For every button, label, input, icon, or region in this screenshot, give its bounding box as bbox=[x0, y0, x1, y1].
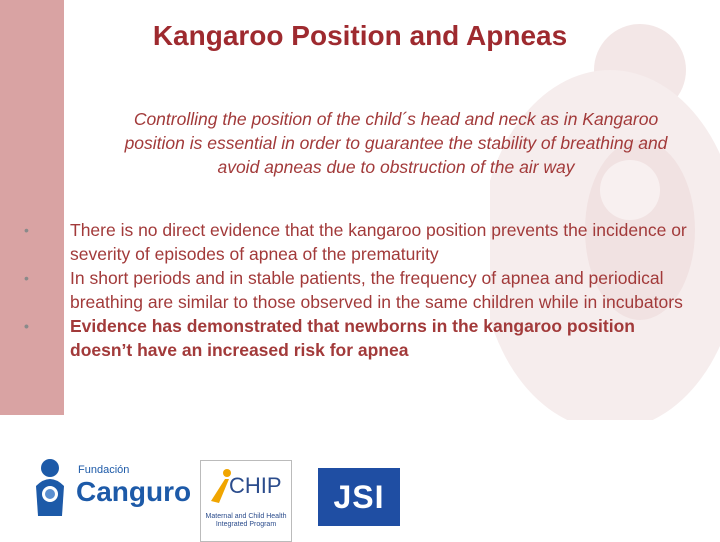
bullet-text: There is no direct evidence that the kangaroo position prevents the incidence or severity of episodes of apnea of the prematurity bbox=[70, 220, 687, 264]
fundacion-canguro-logo bbox=[28, 456, 192, 518]
bullet-text: Evidence has demonstrated that newborns in the kangaroo position doesn’t have an increased risk for apnea bbox=[70, 316, 635, 360]
chip-text: CHIP bbox=[229, 473, 282, 498]
logo-row bbox=[0, 448, 720, 540]
intro-paragraph: Controlling the position of the child´s head and neck as in Kangaroo position is essential in order to guarantee the stability of breathing and avoid apneas due to obstruction of the air way bbox=[124, 109, 668, 177]
canguro-small-text: Fundación bbox=[78, 464, 130, 476]
bullet-dot: • bbox=[24, 222, 29, 238]
bullet-text: In short periods and in stable patients, the frequency of apnea and periodical breathing are similar to those observed in the same children while in incubators bbox=[70, 268, 683, 312]
jsi-logo bbox=[318, 468, 400, 526]
bullet-dot: • bbox=[24, 318, 29, 334]
mchip-logo bbox=[200, 460, 292, 542]
canguro-big-text: Canguro bbox=[76, 476, 192, 507]
canguro-mark-icon bbox=[28, 456, 76, 518]
slide-title: Kangaroo Position and Apneas bbox=[152, 20, 568, 51]
jsi-text: JSI bbox=[333, 479, 385, 515]
chip-subtitle: Maternal and Child Health Integrated Program bbox=[205, 513, 287, 528]
bullet-item bbox=[24, 266, 694, 314]
bullet-item bbox=[24, 314, 694, 362]
bullet-dot: • bbox=[24, 270, 29, 286]
bullet-list bbox=[24, 218, 694, 362]
bullet-item bbox=[24, 218, 694, 266]
